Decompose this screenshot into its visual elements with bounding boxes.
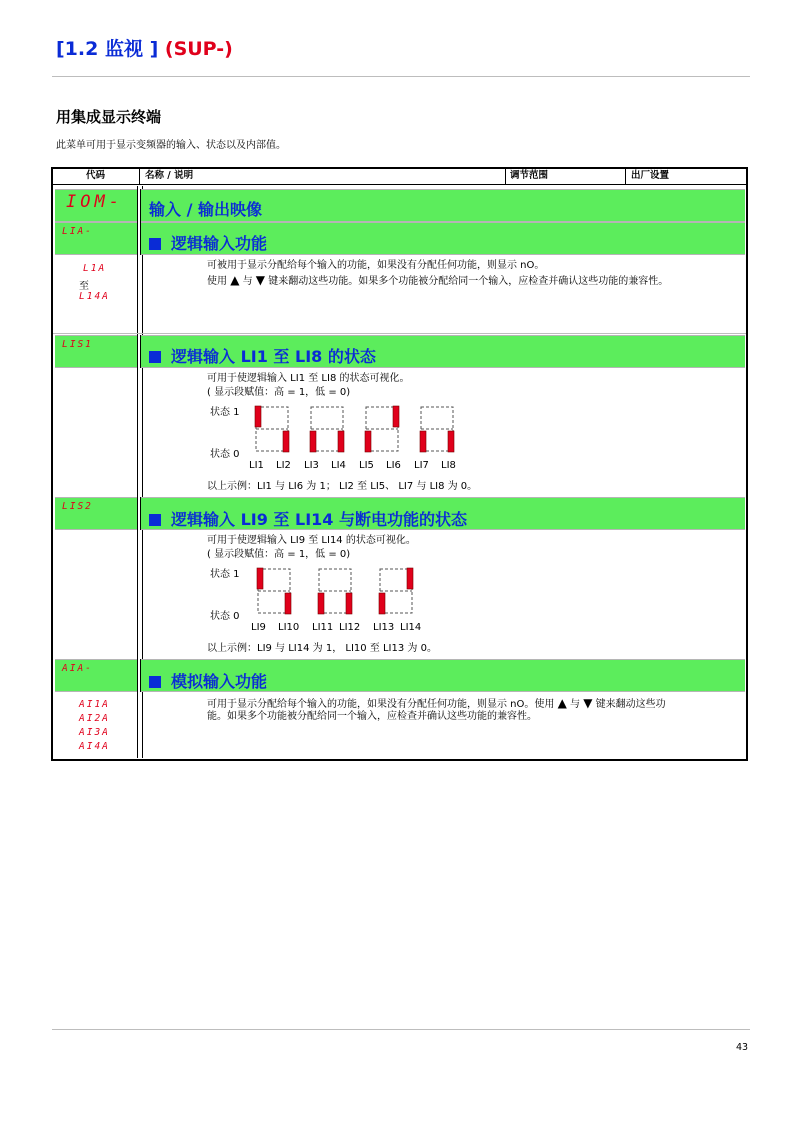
state-bar-5 [393,406,399,427]
lis1-description-1: 可用于使逻辑输入 LI1 至 LI8 的状态可视化。 [207,373,410,384]
state-bar-1 [283,431,289,452]
up-arrow-icon: ▲ [230,273,240,287]
code-lis2: LIS2 [62,501,93,512]
input-label: LI9 [251,622,266,633]
input-label: LI13 [373,622,395,633]
column-header-default: 出厂设置 [631,170,670,181]
lis1-state0-label: 状态 0 [210,449,240,460]
lis2-state1-label: 状态 1 [210,569,240,580]
lia-description-2: 使用 ▲ 与 ▼ 键来翻动这些功能。如果多个功能被分配给同一个输入，应检查并确认这些功能的兼容性。 [207,273,669,287]
input-label: LI14 [400,622,422,633]
title-aia: 模拟输入功能 [149,669,267,692]
column-header-range: 调节范围 [510,170,549,181]
title-lia: 逻辑输入功能 [149,231,267,254]
code-aia: AIA- [62,663,93,674]
code-ai2a: AI2A [79,713,110,724]
title-lis2: 逻辑输入 LI9 至 LI14 与断电功能的状态 [149,507,467,530]
input-label: LI3 [304,460,319,471]
title-iom: 输入 / 输出映像 [149,200,262,219]
up-arrow-icon: ▲ [557,696,567,710]
down-arrow-icon: ▼ [255,273,266,287]
intro-text: 此菜单可用于显示变频器的输入、状态以及内部值。 [56,140,286,151]
input-label: LI11 [312,622,334,633]
state-bar-1 [285,593,291,614]
section-title: [1.2 监视 ] [56,38,159,60]
code-iom: IOM- [66,192,123,212]
code-lia: LIA- [62,226,93,237]
lis2-state0-label: 状态 0 [210,611,240,622]
state-bar-3 [338,431,344,452]
lis2-description-1: 可用于使逻辑输入 LI9 至 LI14 的状态可视化。 [207,535,416,546]
state-bar-7 [448,431,454,452]
input-label: LI7 [414,460,429,471]
code-range-word: 至 [79,281,89,292]
section-code: (SUP-) [164,38,233,60]
code-ai4a: AI4A [79,741,110,752]
state-bar-4 [379,593,385,614]
state-bar-6 [420,431,426,452]
code-ai3a: AI3A [79,727,110,738]
page-number: 43 [736,1042,749,1053]
code-l1a: L1A [83,263,107,274]
input-label: LI10 [278,622,300,633]
lis2-example: 以上示例：LI9 与 LI14 为 1， LI10 至 LI13 为 0。 [207,643,437,654]
down-arrow-icon: ▼ [583,696,593,710]
input-label: LI4 [331,460,346,471]
code-ai1a: AI1A [79,699,110,710]
input-label: LI6 [386,460,401,471]
aia-description-2: 能。如果多个功能被分配给同一个输入，应检查并确认这些功能的兼容性。 [207,711,537,722]
lis2-description-2: ( 显示段赋值：高 = 1，低 = 0) [207,549,351,560]
input-label: LI12 [339,622,361,633]
column-header-code: 代码 [86,170,106,181]
lis1-state1-label: 状态 1 [210,407,240,418]
state-bar-3 [346,593,352,614]
aia-description-1: 可用于显示分配给每个输入的功能，如果没有分配任何功能，则显示 nO。使用 ▲ 与 ▼ 键来翻动这些功 [207,696,666,710]
input-label: LI8 [441,460,456,471]
input-label: LI2 [276,460,291,471]
title-lis1: 逻辑输入 LI1 至 LI8 的状态 [149,344,376,367]
lia-description-1: 可被用于显示分配给每个输入的功能，如果没有分配任何功能，则显示 nO。 [207,260,545,271]
code-lis1: LIS1 [62,339,93,350]
input-label: LI5 [359,460,374,471]
state-bar-2 [310,431,316,452]
state-bar-0 [257,568,263,589]
input-label: LI1 [249,460,264,471]
lis1-description-2: ( 显示段赋值：高 = 1，低 = 0) [207,387,351,398]
column-header-name: 名称 / 说明 [145,170,194,181]
state-bar-0 [255,406,261,427]
code-l14a: L14A [79,291,110,302]
subtitle: 用集成显示终端 [56,108,162,126]
state-bar-4 [365,431,371,452]
state-bar-2 [318,593,324,614]
lis1-example: 以上示例：LI1 与 LI6 为 1； LI2 至 LI5、 LI7 与 LI8 为 0。 [207,481,478,492]
footer-divider [52,1029,750,1030]
state-bar-5 [407,568,413,589]
